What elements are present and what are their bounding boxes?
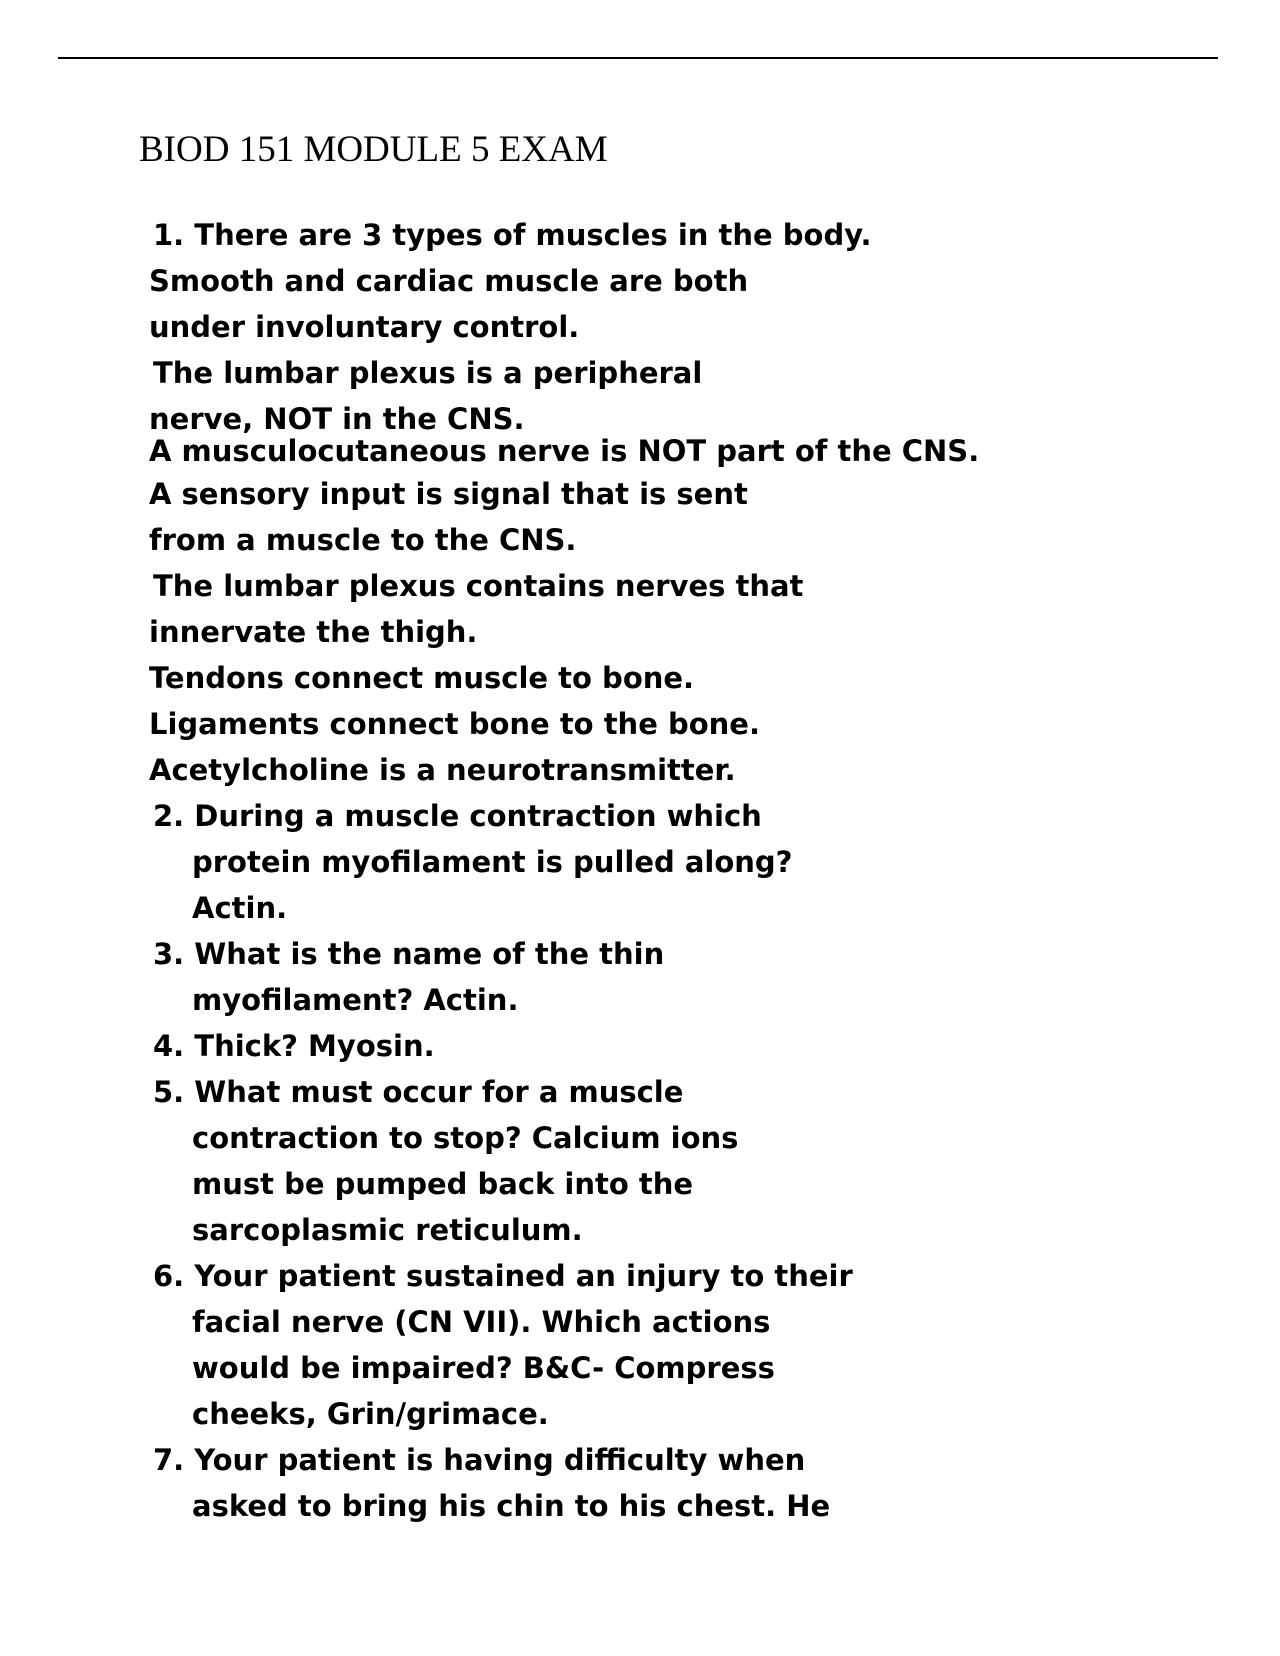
exam-line: contraction to stop? Calcium ions: [192, 1121, 739, 1155]
exam-line: under involuntary control.: [149, 310, 580, 344]
exam-line: sarcoplasmic reticulum.: [192, 1213, 583, 1247]
exam-line: facial nerve (CN VII). Which actions: [192, 1305, 771, 1339]
exam-line: 3. What is the name of the thin: [153, 937, 665, 971]
exam-line: from a muscle to the CNS.: [149, 523, 577, 557]
exam-line: innervate the thigh.: [149, 615, 478, 649]
exam-line: 4. Thick? Myosin.: [153, 1029, 435, 1063]
exam-line: would be impaired? B&C- Compress: [192, 1351, 775, 1385]
exam-line: 2. During a muscle contraction which: [153, 799, 762, 833]
exam-line: A musculocutaneous nerve is NOT part of the CNS.: [149, 434, 980, 468]
exam-line: Actin.: [192, 891, 288, 925]
exam-line: myofilament? Actin.: [192, 983, 519, 1017]
exam-line: Tendons connect muscle to bone.: [149, 661, 695, 695]
exam-line: The lumbar plexus is a peripheral: [153, 356, 703, 390]
exam-line: Smooth and cardiac muscle are both: [149, 264, 749, 298]
exam-line: A sensory input is signal that is sent: [149, 477, 748, 511]
exam-line: 6. Your patient sustained an injury to their: [153, 1259, 853, 1293]
exam-line: cheeks, Grin/grimace.: [192, 1397, 549, 1431]
page-title: BIOD 151 MODULE 5 EXAM: [139, 129, 608, 170]
exam-line: 1. There are 3 types of muscles in the body.: [153, 218, 872, 252]
exam-line: 5. What must occur for a muscle: [153, 1075, 684, 1109]
exam-line: Acetylcholine is a neurotransmitter.: [149, 753, 736, 787]
exam-line: nerve, NOT in the CNS.: [149, 402, 525, 436]
exam-line: must be pumped back into the: [192, 1167, 694, 1201]
exam-line: Ligaments connect bone to the bone.: [149, 707, 760, 741]
exam-line: 7. Your patient is having difficulty when: [153, 1443, 806, 1477]
exam-line: protein myofilament is pulled along?: [192, 845, 793, 879]
top-rule: [58, 57, 1218, 59]
exam-line: asked to bring his chin to his chest. He: [192, 1489, 831, 1523]
exam-line: The lumbar plexus contains nerves that: [153, 569, 804, 603]
